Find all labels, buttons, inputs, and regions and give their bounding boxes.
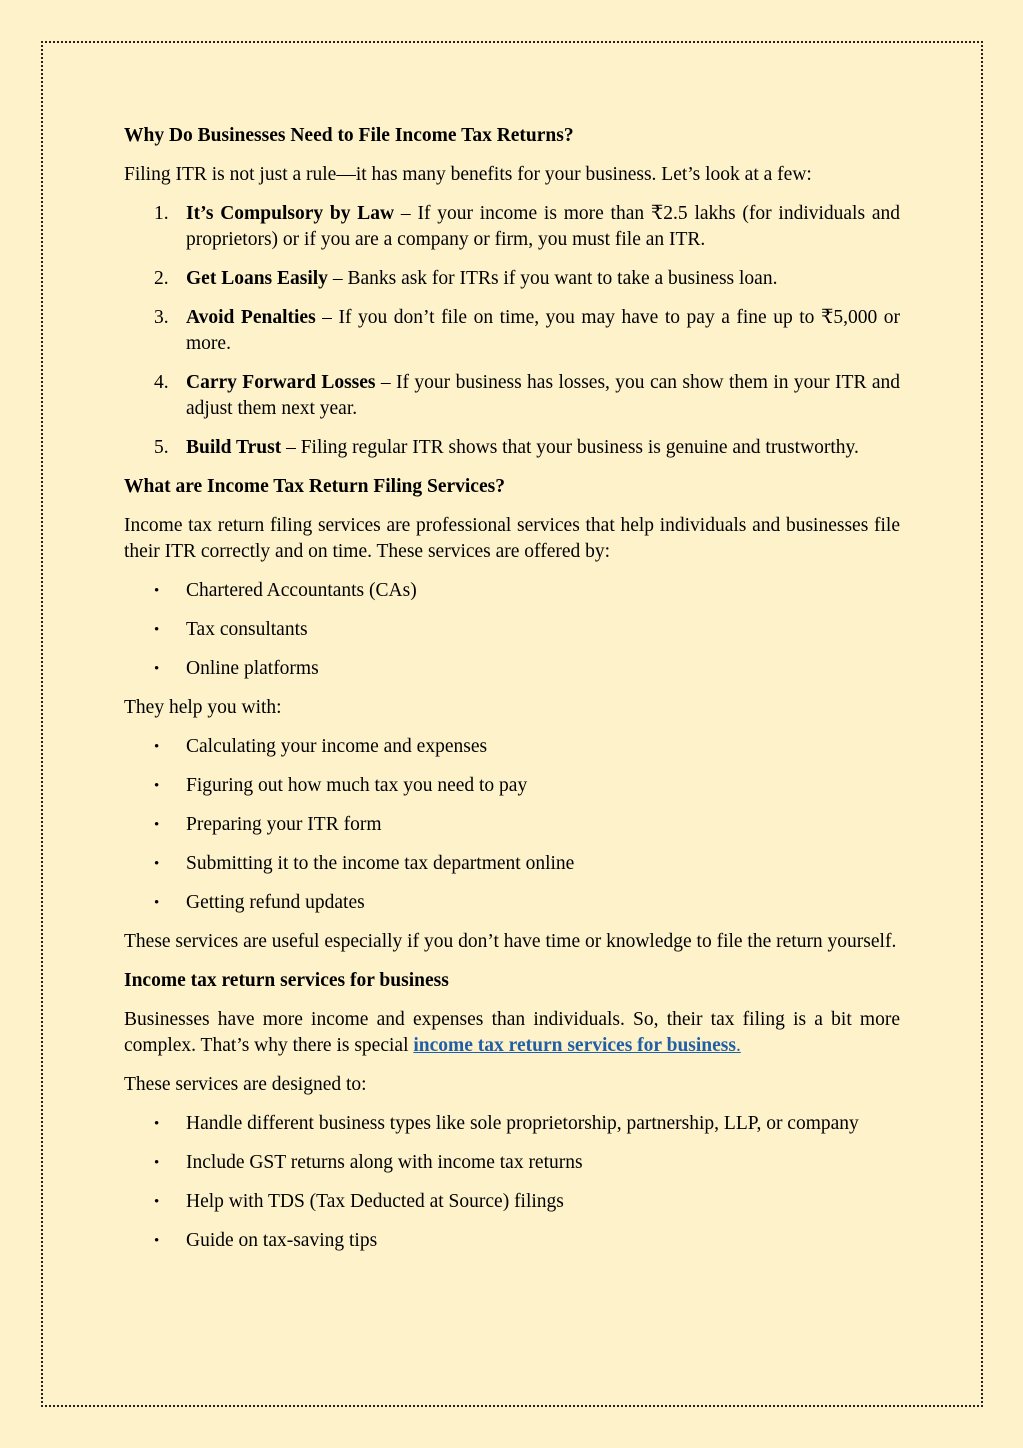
- business-intro: [124, 1007, 900, 1059]
- list-item-text: Tax consultants: [186, 619, 308, 640]
- document-content: [124, 123, 900, 1267]
- bullet-icon: •: [154, 1194, 160, 1210]
- bullet-icon: •: [154, 895, 160, 911]
- bullet-icon: •: [154, 661, 160, 677]
- benefit-text: – If you don’t file on time, you may have to pay a fine up to ₹5,000 or more.: [186, 307, 900, 354]
- bullet-icon: •: [154, 1116, 160, 1132]
- list-item: [124, 435, 900, 461]
- benefits-list: [124, 201, 900, 461]
- help-list: [124, 734, 900, 916]
- list-item: [124, 201, 900, 253]
- list-item: [124, 1150, 900, 1176]
- list-item: [124, 812, 900, 838]
- list-item-text: Calculating your income and expenses: [186, 736, 488, 757]
- list-item-text: Guide on tax-saving tips: [186, 1230, 378, 1251]
- list-item-text: Online platforms: [186, 658, 319, 679]
- list-number: 5.: [154, 437, 169, 458]
- list-item-text: Preparing your ITR form: [186, 814, 382, 835]
- benefit-text: – Banks ask for ITRs if you want to take a business loan.: [327, 268, 778, 289]
- list-item: [124, 851, 900, 877]
- list-item: [124, 578, 900, 604]
- list-item: [124, 656, 900, 682]
- bullet-icon: •: [154, 622, 160, 638]
- help-intro: They help you with:: [124, 697, 282, 718]
- offered-by-list: [124, 578, 900, 682]
- list-item: [124, 370, 900, 422]
- bullet-icon: •: [154, 739, 160, 755]
- list-number: 2.: [154, 268, 169, 289]
- benefit-title: It’s Compulsory by Law: [186, 203, 395, 224]
- list-number: 1.: [154, 203, 169, 224]
- bullet-icon: •: [154, 778, 160, 794]
- bullet-icon: •: [154, 817, 160, 833]
- list-item-text: Getting refund updates: [186, 892, 365, 913]
- benefit-text: – If your income is more than ₹2.5 lakhs (for individuals and proprietors) or if you are a company or firm, you must file an ITR.: [186, 203, 900, 250]
- section-intro-benefits: Filing ITR is not just a rule—it has many benefits for your business. Let’s look at a few:: [124, 164, 812, 185]
- list-item-text: Handle different business types like sole proprietorship, partnership, LLP, or company: [186, 1113, 859, 1134]
- designed-list: [124, 1111, 900, 1254]
- business-intro-text: Businesses have more income and expenses than individuals. So, their tax filing is a bit more complex. That’s why there is special: [124, 1009, 900, 1056]
- benefit-title: Build Trust: [186, 437, 282, 458]
- services-closing: These services are useful especially if you don’t have time or knowledge to file the return yourself.: [124, 931, 897, 952]
- list-item-text: Submitting it to the income tax department online: [186, 853, 575, 874]
- section-heading-why-file: Why Do Businesses Need to File Income Tax Returns?: [124, 125, 574, 146]
- list-number: 4.: [154, 372, 169, 393]
- list-item: [124, 773, 900, 799]
- bullet-icon: •: [154, 856, 160, 872]
- list-item: [124, 734, 900, 760]
- list-item: [124, 305, 900, 357]
- list-item: [124, 1189, 900, 1215]
- benefit-title: Get Loans Easily: [186, 268, 328, 289]
- bullet-icon: •: [154, 583, 160, 599]
- benefit-text: – If your business has losses, you can show them in your ITR and adjust them next year.: [186, 372, 901, 419]
- list-item: [124, 1111, 900, 1137]
- list-item-text: Help with TDS (Tax Deducted at Source) filings: [186, 1191, 564, 1212]
- section-heading-filing-services: What are Income Tax Return Filing Services?: [124, 476, 505, 497]
- list-item-text: Include GST returns along with income tax returns: [186, 1152, 583, 1173]
- bullet-icon: •: [154, 1233, 160, 1249]
- section-intro-services: Income tax return filing services are professional services that help individuals and businesses file their ITR correctly and on time. These services are offered by:: [124, 515, 900, 562]
- list-item: [124, 266, 900, 292]
- list-item-text: Figuring out how much tax you need to pay: [186, 775, 528, 796]
- list-item-text: Chartered Accountants (CAs): [186, 580, 417, 601]
- business-services-link[interactable]: income tax return services for business: [413, 1035, 736, 1056]
- designed-intro: These services are designed to:: [124, 1074, 367, 1095]
- list-number: 3.: [154, 307, 169, 328]
- benefit-title: Avoid Penalties: [186, 307, 316, 328]
- list-item: [124, 1228, 900, 1254]
- bullet-icon: •: [154, 1155, 160, 1171]
- list-item: [124, 617, 900, 643]
- benefit-text: – Filing regular ITR shows that your business is genuine and trustworthy.: [281, 437, 859, 458]
- link-suffix: .: [735, 1035, 741, 1056]
- benefit-title: Carry Forward Losses: [186, 372, 376, 393]
- section-heading-business-services: Income tax return services for business: [124, 970, 449, 991]
- list-item: [124, 890, 900, 916]
